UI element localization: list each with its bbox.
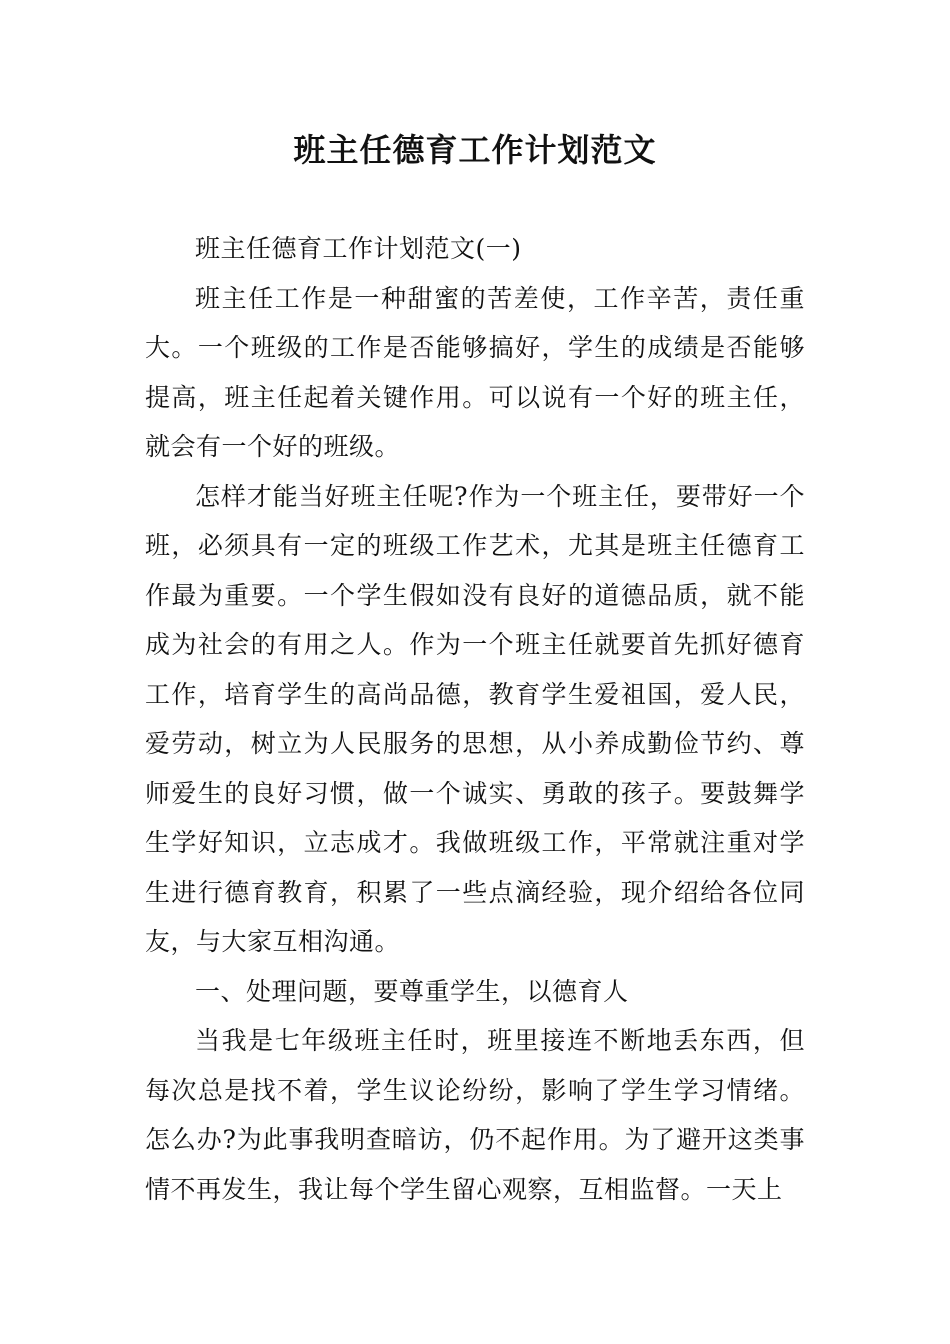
document-title: 班主任德育工作计划范文 bbox=[293, 131, 657, 169]
paragraph-story: 当我是七年级班主任时，班里接连不断地丢东西，但每次总是找不着，学生议论纷纷，影响了学生学习情绪。怎么办?为此事我明查暗访，仍不起作用。为了避开这类事情不再发生，我让每个学生留心观察，互相监督。一天上 bbox=[145, 1026, 805, 1204]
paragraph-intro: 班主任工作是一种甜蜜的苦差使，工作辛苦，责任重大。一个班级的工作是否能够搞好，学生的成绩是否能够提高，班主任起着关键作用。可以说有一个好的班主任，就会有一个好的班级。 bbox=[145, 283, 805, 461]
paragraph-how-to: 怎样才能当好班主任呢?作为一个班主任，要带好一个班，必须具有一定的班级工作艺术，尤其是班主任德育工作最为重要。一个学生假如没有良好的道德品质，就不能成为社会的有用之人。作为一个班主任就要首先抓好德育工作，培育学生的高尚品德，教育学生爱祖国，爱人民，爱劳动，树立为人民服务的思想，从小养成勤俭节约、尊师爱生的良好习惯，做一个诚实、勇敢的孩子。要鼓舞学生学好知识，立志成才。我做班级工作，平常就注重对学生进行德育教育，积累了一些点滴经验，现介绍给各位同友，与大家互相沟通。 bbox=[145, 481, 805, 956]
document-body bbox=[145, 224, 805, 1214]
paragraph-subtitle: 班主任德育工作计划范文(一) bbox=[195, 234, 522, 263]
section-heading-1: 一、处理问题，要尊重学生，以德育人 bbox=[195, 976, 629, 1006]
